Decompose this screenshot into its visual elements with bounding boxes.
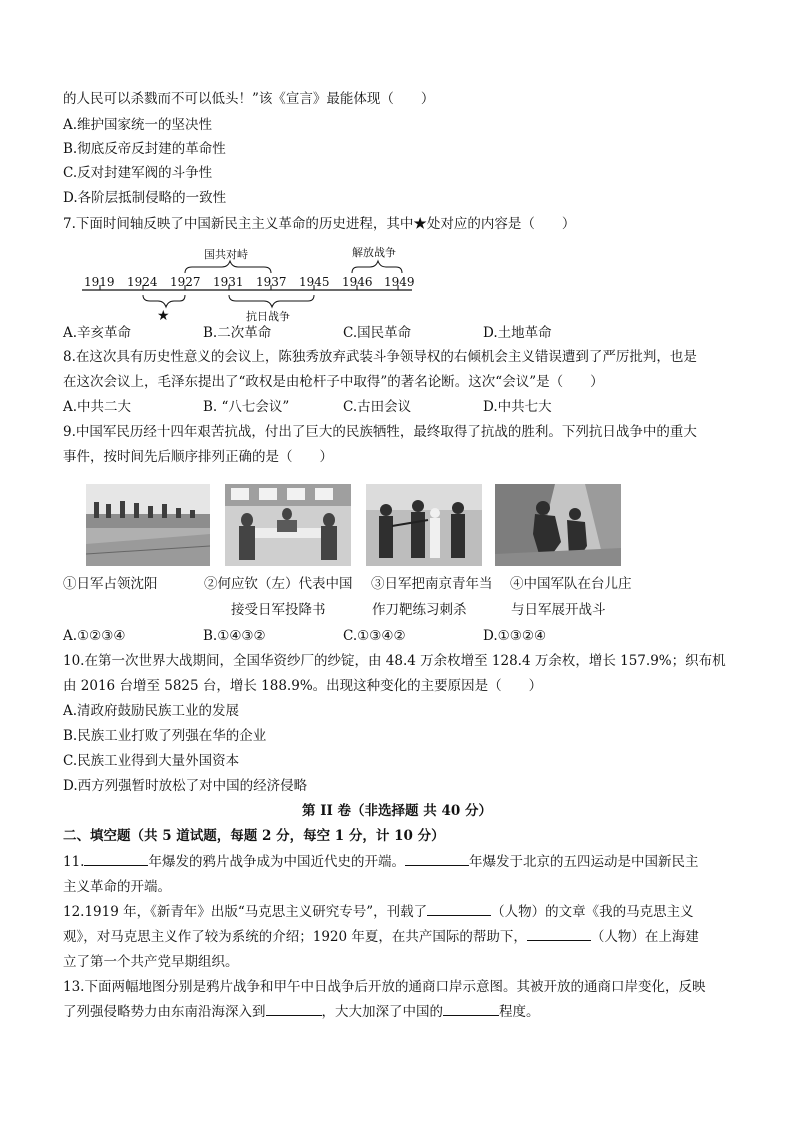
q12-line2 — [63, 928, 699, 946]
q13-text-1: 了列强侵略势力由东南沿海深入到 — [63, 1004, 266, 1020]
q10-option-c[interactable]: C.民族工业得到大量外国资本 — [63, 753, 240, 769]
timeline-label-liberation: 解放战争 — [352, 246, 396, 259]
q8-stem-line2: 在这次会议上，毛泽东提出了“政权是由枪杆子中取得”的著名论断。这次“会议”是（ ） — [63, 374, 604, 390]
q8-option-d[interactable]: D.中共七大 — [483, 399, 552, 415]
q10-option-a[interactable]: A.清政府鼓励民族工业的发展 — [63, 703, 240, 719]
q9-option-c[interactable]: C.①③④② — [343, 628, 406, 644]
q13-line2 — [63, 1003, 540, 1021]
q9-stem-line2: 事件，按时间先后顺序排列正确的是（ ） — [63, 449, 333, 465]
q9-stem-line1: 9.中国军民历经十四年艰苦抗战，付出了巨大的民族牺牲，最终取得了抗战的胜利。下列抗日战争中的重大 — [63, 424, 697, 440]
q13-line1: 13.下面两幅地图分别是鸦片战争和甲午中日战争后开放的通商口岸示意图。其被开放的通商口岸变化，反映 — [63, 979, 706, 995]
photo-shenyang-occupation — [86, 484, 210, 566]
q7-timeline — [82, 243, 422, 323]
q6-option-d[interactable]: D.各阶层抵制侵略的一致性 — [63, 190, 227, 206]
fill-blank-section-heading: 二、填空题（共 5 道试题，每题 2 分，每空 1 分，计 10 分） — [63, 828, 445, 844]
q13-text-2: ，大大加深了中国的 — [321, 1004, 443, 1020]
q12-text-1: 12.1919 年，《新青年》出版“马克思主义研究专号”，刊载了 — [63, 904, 428, 920]
timeline-year-1931: 1931 — [213, 275, 244, 289]
timeline-star: ★ — [157, 308, 170, 323]
q12-text-4: （人物）在上海建 — [590, 929, 699, 945]
q13-blank-2[interactable] — [443, 1003, 499, 1016]
q8-option-b[interactable]: B. “八七会议” — [203, 399, 290, 415]
q9-option-a[interactable]: A.①②③④ — [63, 628, 126, 644]
q10-option-d[interactable]: D.西方列强暂时放松了对中国的经济侵略 — [63, 778, 308, 794]
q13-text-3: 程度。 — [499, 1004, 540, 1020]
photo-taierzhuang-battle — [495, 484, 621, 566]
q12-text-2: （人物）的文章《我的马克思主义 — [491, 904, 694, 920]
photo-nanjing-bayonet — [366, 484, 482, 566]
q6-stem: 的人民可以杀戮而不可以低头！”该《宣言》最能体现（ ） — [63, 91, 435, 107]
timeline-year-1924: 1924 — [127, 275, 158, 289]
q12-text-3: 观》，对马克思主义作了较为系统的介绍；1920 年夏，在共产国际的帮助下， — [63, 929, 527, 945]
q11-number: 11. — [63, 854, 85, 870]
q9-option-b[interactable]: B.①④③② — [203, 628, 266, 644]
q11-line2: 主义革命的开端。 — [63, 879, 171, 895]
q11-text-2: 年爆发于北京的五四运动是中国新民主 — [468, 854, 699, 870]
q9-caption-3-line2: 作刀靶练习刺杀 — [372, 602, 467, 618]
timeline-year-1946: 1946 — [342, 275, 373, 289]
q12-line3: 立了第一个共产党早期组织。 — [63, 954, 239, 970]
q7-option-b[interactable]: B.二次革命 — [203, 325, 272, 341]
timeline-label-kmt-cpc: 国共对峙 — [204, 248, 248, 261]
part2-title: 第 II 卷（非选择题 共 40 分） — [302, 803, 492, 819]
q6-option-b[interactable]: B.彻底反帝反封建的革命性 — [63, 141, 226, 157]
timeline-year-1919: 1919 — [84, 275, 115, 289]
q12-blank-2[interactable] — [527, 928, 591, 941]
q11-blank-1[interactable] — [84, 853, 148, 866]
q10-option-b[interactable]: B.民族工业打败了列强在华的企业 — [63, 728, 267, 744]
q9-caption-3-line1: ③日军把南京青年当 — [371, 576, 493, 592]
q8-stem-line1: 8.在这次具有历史性意义的会议上，陈独秀放弃武装斗争领导权的右倾机会主义错误遭到了严厉批判，也是 — [63, 349, 697, 365]
q9-caption-4-line1: ④中国军队在台儿庄 — [510, 576, 632, 592]
q12-blank-1[interactable] — [427, 903, 491, 916]
q10-stem-line2: 由 2016 台增至 5825 台，增长 188.9%。出现这种变化的主要原因是（ ） — [63, 678, 543, 694]
q7-option-c[interactable]: C.国民革命 — [343, 325, 412, 341]
timeline-year-1949: 1949 — [384, 275, 415, 289]
q11-line1 — [63, 853, 698, 871]
q9-caption-2-line2: 接受日军投降书 — [231, 602, 326, 618]
q9-option-d[interactable]: D.①③②④ — [483, 628, 547, 644]
q9-caption-4-line2: 与日军展开战斗 — [511, 602, 606, 618]
q9-caption-1: ①日军占领沈阳 — [63, 576, 158, 592]
timeline-year-1937: 1937 — [256, 275, 287, 289]
q6-option-c[interactable]: C.反对封建军阀的斗争性 — [63, 165, 213, 181]
q6-option-a[interactable]: A.维护国家统一的坚决性 — [63, 117, 213, 133]
photo-surrender-ceremony — [225, 484, 351, 566]
q11-text-1: 年爆发的鸦片战争成为中国近代史的开端。 — [148, 854, 405, 870]
q7-stem: 7.下面时间轴反映了中国新民主主义革命的历史进程，其中★处对应的内容是（ ） — [63, 216, 576, 232]
timeline-year-1945: 1945 — [299, 275, 330, 289]
timeline-label-anti-japanese: 抗日战争 — [246, 310, 290, 323]
q12-line1 — [63, 903, 694, 921]
q9-caption-2-line1: ②何应钦（左）代表中国 — [204, 576, 353, 592]
q7-option-a[interactable]: A.辛亥革命 — [63, 325, 132, 341]
timeline-year-1927: 1927 — [170, 275, 201, 289]
q7-option-d[interactable]: D.土地革命 — [483, 325, 552, 341]
q10-stem-line1: 10.在第一次世界大战期间，全国华资纱厂的纱锭，由 48.4 万余枚增至 128.4 万余枚，增长 157.9%；织布机 — [63, 653, 726, 669]
q8-option-a[interactable]: A.中共二大 — [63, 399, 132, 415]
q8-option-c[interactable]: C.古田会议 — [343, 399, 412, 415]
q11-blank-2[interactable] — [405, 853, 469, 866]
q13-blank-1[interactable] — [266, 1003, 322, 1016]
